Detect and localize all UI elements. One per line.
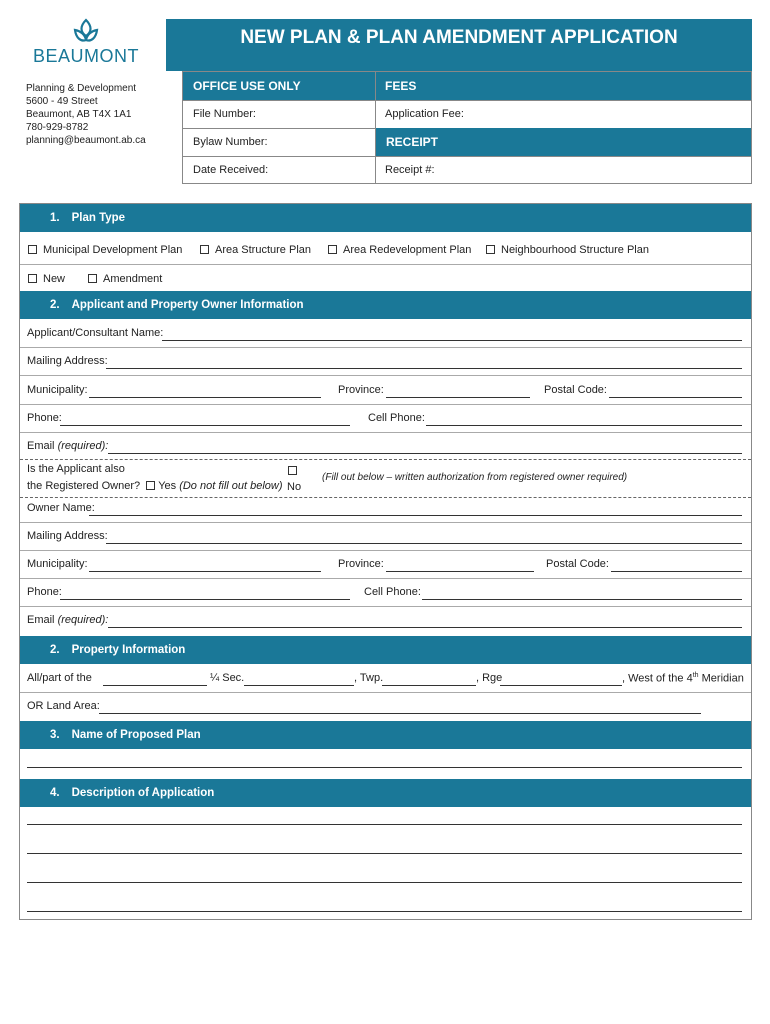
- owner-province-label: Province:: [338, 558, 384, 570]
- range-input[interactable]: [500, 685, 622, 686]
- checkbox-new[interactable]: [28, 273, 65, 285]
- required-note: (required):: [57, 440, 109, 452]
- checkbox-icon[interactable]: [88, 274, 97, 283]
- address-line: Beaumont, AB T4X 1A1: [26, 109, 132, 120]
- checkbox-nsp[interactable]: [486, 244, 649, 256]
- is-applicant-owner-label-1: Is the Applicant also: [27, 463, 125, 475]
- checkbox-icon[interactable]: [200, 245, 209, 254]
- land-area-label: OR Land Area:: [27, 700, 100, 712]
- no-checkbox[interactable]: [288, 465, 303, 477]
- applicant-phone-input[interactable]: [60, 425, 350, 426]
- beaumont-emblem-icon: [70, 18, 102, 46]
- township-input[interactable]: [382, 685, 476, 686]
- quarter-section-label: ¼ Sec.: [210, 672, 245, 684]
- all-part-label: All/part of the: [27, 672, 92, 684]
- owner-cell-input[interactable]: [422, 599, 742, 600]
- applicant-municipality-input[interactable]: [89, 397, 321, 398]
- owner-mailing-label: Mailing Address:: [27, 530, 108, 542]
- township-label: , Twp.: [354, 672, 384, 684]
- office-use-table: [182, 71, 752, 184]
- checkbox-amendment[interactable]: [88, 273, 162, 285]
- address-line: planning@beaumont.ab.ca: [26, 135, 146, 146]
- owner-postal-label: Postal Code:: [546, 558, 609, 570]
- email-label-text: Email: [27, 614, 55, 626]
- yes-label: Yes: [158, 480, 177, 492]
- applicant-postal-input[interactable]: [609, 397, 742, 398]
- receipt-number-field[interactable]: Receipt #:: [385, 164, 435, 176]
- range-label: , Rge: [476, 672, 503, 684]
- applicant-mailing-label: Mailing Address:: [27, 355, 108, 367]
- checkbox-label: Area Redevelopment Plan: [343, 244, 472, 256]
- applicant-phone-label: Phone:: [27, 412, 62, 424]
- owner-email-input[interactable]: [108, 627, 742, 628]
- section-plan-type: [20, 204, 751, 232]
- applicant-name-label: Applicant/Consultant Name:: [27, 327, 164, 339]
- section-applicant: [20, 291, 751, 319]
- section-number: 1.: [50, 212, 60, 224]
- section-description: [20, 779, 751, 807]
- section-number: 2.: [50, 299, 60, 311]
- owner-cell-label: Cell Phone:: [364, 586, 421, 598]
- checkbox-label: Amendment: [103, 273, 163, 285]
- application-form: [19, 203, 752, 920]
- question-text: the Registered Owner?: [27, 480, 141, 492]
- title-bar: [166, 19, 752, 71]
- yes-note: (Do not fill out below): [179, 480, 283, 492]
- owner-mailing-input[interactable]: [106, 543, 742, 544]
- application-fee-field[interactable]: Application Fee:: [385, 108, 464, 120]
- description-line-1[interactable]: [27, 824, 742, 825]
- land-area-input[interactable]: [99, 713, 701, 714]
- section-plan-name: [20, 721, 751, 749]
- receipt-header: RECEIPT: [376, 128, 751, 156]
- applicant-name-input[interactable]: [162, 340, 742, 341]
- bylaw-number-field[interactable]: Bylaw Number:: [193, 136, 268, 148]
- checkbox-label: Neighbourhood Structure Plan: [501, 244, 649, 256]
- applicant-province-input[interactable]: [386, 397, 530, 398]
- logo-wordmark: BEAUMONT: [32, 46, 139, 66]
- applicant-mailing-input[interactable]: [106, 368, 742, 369]
- beaumont-logo: [26, 18, 146, 68]
- checkbox-label: Area Structure Plan: [215, 244, 311, 256]
- no-note: (Fill out below – written authorization from registered owner required): [322, 472, 628, 483]
- section-title: Description of Application: [71, 787, 215, 799]
- meridian-text: Meridian: [701, 672, 744, 685]
- owner-name-input[interactable]: [89, 515, 742, 516]
- applicant-municipality-label: Municipality:: [27, 384, 88, 396]
- owner-municipality-label: Municipality:: [27, 558, 88, 570]
- email-label-text: Email: [27, 440, 55, 452]
- checkbox-icon[interactable]: [328, 245, 337, 254]
- owner-email-label: [27, 614, 108, 626]
- section-title: Plan Type: [71, 212, 126, 224]
- applicant-cell-input[interactable]: [426, 425, 742, 426]
- file-number-field[interactable]: File Number:: [193, 108, 256, 120]
- checkbox-asp[interactable]: [200, 244, 311, 256]
- contact-address: [26, 82, 146, 147]
- quarter-section-input[interactable]: [244, 685, 354, 686]
- date-received-field[interactable]: Date Received:: [193, 164, 269, 176]
- section-number: 4.: [50, 787, 60, 799]
- page-title: NEW PLAN & PLAN AMENDMENT APPLICATION: [240, 27, 678, 48]
- is-applicant-owner-label-2: [27, 480, 283, 492]
- section-title: Property Information: [71, 644, 186, 656]
- meridian-label: [622, 672, 744, 685]
- owner-municipality-input[interactable]: [89, 571, 321, 572]
- checkbox-icon[interactable]: [288, 466, 297, 475]
- applicant-postal-label: Postal Code:: [544, 384, 607, 396]
- checkbox-label: Municipal Development Plan: [43, 244, 183, 256]
- section-number: 3.: [50, 729, 60, 741]
- checkbox-mdp[interactable]: [28, 244, 182, 256]
- section-title: Applicant and Property Owner Information: [71, 299, 304, 311]
- all-part-input[interactable]: [103, 685, 207, 686]
- checkbox-icon[interactable]: [28, 274, 37, 283]
- owner-postal-input[interactable]: [611, 571, 742, 572]
- applicant-cell-label: Cell Phone:: [368, 412, 425, 424]
- description-line-2[interactable]: [27, 853, 742, 854]
- address-line: 5600 - 49 Street: [26, 96, 98, 107]
- section-title: Name of Proposed Plan: [71, 729, 201, 741]
- owner-province-input[interactable]: [386, 571, 534, 572]
- west-of-text: , West of the 4: [622, 672, 693, 685]
- checkbox-arp[interactable]: [328, 244, 471, 256]
- yes-checkbox[interactable]: [146, 481, 155, 490]
- section-number: 2.: [50, 644, 60, 656]
- checkbox-label: New: [43, 273, 66, 285]
- ordinal-suffix: th: [692, 672, 699, 679]
- address-line: 780-929-8782: [26, 122, 89, 133]
- owner-phone-input[interactable]: [60, 599, 350, 600]
- plan-name-input[interactable]: [27, 767, 742, 768]
- owner-phone-label: Phone:: [27, 586, 62, 598]
- required-note: (required):: [57, 614, 109, 626]
- address-line: Planning & Development: [26, 83, 137, 94]
- applicant-email-input[interactable]: [108, 453, 742, 454]
- applicant-email-label: [27, 440, 108, 452]
- office-use-header: OFFICE USE ONLY: [183, 72, 375, 100]
- description-line-3[interactable]: [27, 882, 742, 883]
- checkbox-icon[interactable]: [28, 245, 37, 254]
- description-line-4[interactable]: [27, 911, 742, 912]
- owner-name-label: Owner Name:: [27, 502, 95, 514]
- fees-header: FEES: [375, 72, 751, 100]
- applicant-province-label: Province:: [338, 384, 384, 396]
- section-property: [20, 636, 751, 664]
- no-label: No: [287, 481, 302, 493]
- checkbox-icon[interactable]: [486, 245, 495, 254]
